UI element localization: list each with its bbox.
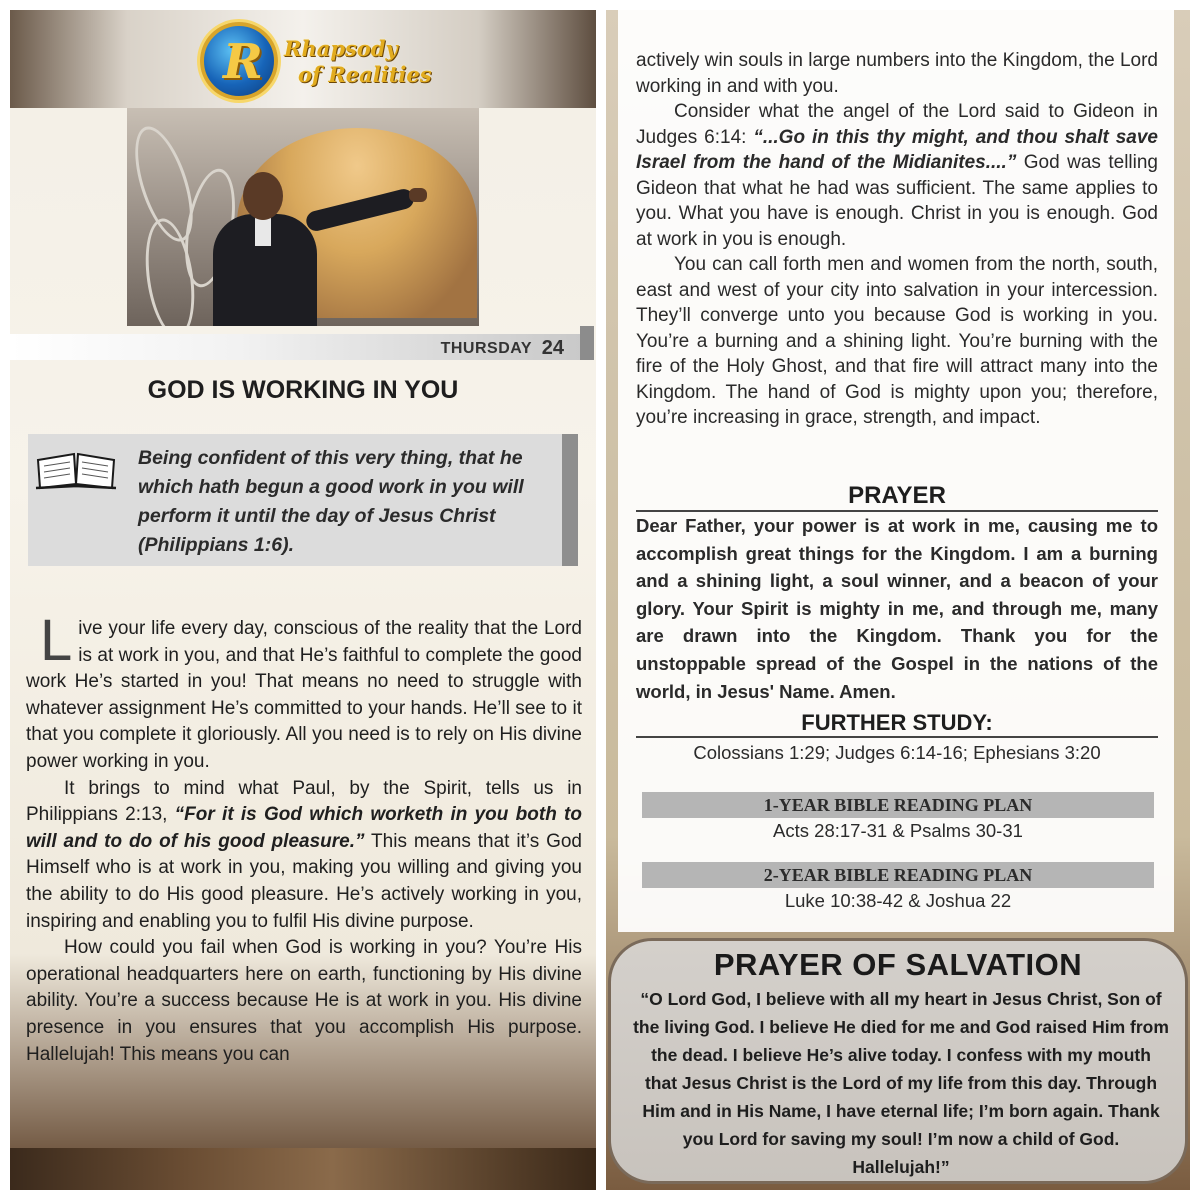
scripture-quote: “For it is God which worketh in you both to will and to do of his good pleasure.” xyxy=(26,804,582,852)
logo-line-1: Rhapsody xyxy=(284,36,398,61)
scripture-quote: “...Go in this thy might, and thou shalt save Israel from the hand of the Midianites....” xyxy=(636,126,1158,173)
logo-line-2: of Realities xyxy=(298,62,432,87)
logo-emblem-icon xyxy=(200,22,278,100)
rhapsody-logo xyxy=(198,20,432,102)
further-study-refs: Colossians 1:29; Judges 6:14-16; Ephesians 3:20 xyxy=(693,742,1101,763)
preacher-photo xyxy=(127,108,479,326)
reading-plan-2-label: 2-YEAR BIBLE READING PLAN xyxy=(642,862,1154,888)
prayer-heading: PRAYER xyxy=(848,482,946,509)
left-page xyxy=(10,10,596,1190)
reading-plan-1-text: Acts 28:17-31 & Psalms 30-31 xyxy=(773,820,1023,841)
reading-plan-2-text: Luke 10:38-42 & Joshua 22 xyxy=(784,890,1012,911)
body-text-left xyxy=(26,608,582,1068)
salvation-text: “O Lord God, I believe with all my heart in Jesus Christ, Son of the living God. I believe He died for me and God raised Him from the dead. I believe He’s alive today. I confess with my mouth that Jesus Christ is the Lord of my life from this day. Through Him and in His Name, I have eternal life; I’m born again. Thank you Lord for saving my soul! I’m now a child of God. Hallelujah!” xyxy=(633,989,1169,1177)
devotional-title: GOD IS WORKING IN YOU xyxy=(147,376,459,404)
logo-initial: R xyxy=(223,34,263,90)
prayer-text: Dear Father, your power is at work in me, causing me to accomplish great things for the Kingdom. I am a burning and a shining light, a soul winner, and a beacon of your glory. Your Spirit is mighty in me, and through me, many are drawn into the Kingdom. Thank you for the unstoppable spread of the Gospel in the nations of the world, in Jesus' Name. Amen. xyxy=(636,515,1158,702)
paragraph: actively win souls in large numbers into the Kingdom, the Lord working in and with you. xyxy=(636,50,1158,97)
date-bar-accent xyxy=(580,326,594,360)
paragraph: You can call forth men and women from the north, south, east and west of your city into salvation in your intercession. They’ll converge unto you because God is working in you. You’re a burning and a shining light. You’re burning with the fire of the Holy Ghost, and that fire will attract many into the Kingdom. The hand of God is mighty upon you; therefore, you’re increasing in grace, strength, and impact. xyxy=(636,254,1158,428)
salvation-heading: PRAYER OF SALVATION xyxy=(713,947,1083,982)
body-text-right xyxy=(636,48,1158,431)
paragraph: Live your life every day, conscious of the reality that the Lord is at work in you, and that He’s faithful to complete the good work He’s started in you! That means no need to struggle with whatever assignment He’s committed to your hands. He’ll see to it that you complete it gloriously. All you need is to rely on His divine power working in you. xyxy=(26,608,582,772)
scripture-box xyxy=(28,434,578,566)
date-number: 24 xyxy=(541,337,564,359)
further-study-heading: FURTHER STUDY: xyxy=(801,710,993,735)
salvation-prayer-box xyxy=(608,938,1188,1184)
right-page xyxy=(606,10,1190,1190)
paragraph: Consider what the angel of the Lord said to Gideon in Judges 6:14: “...Go in this thy might, and thou shalt save Israel from the hand of the Midianites....” God was telling Gideon that what he had was sufficient. The same applies to you. What you have is enough. Christ in you is enough. God at work in you is enough. xyxy=(636,101,1158,250)
footer-image-strip xyxy=(10,1148,596,1190)
paragraph: How could you fail when God is working in you? You’re His operational headquarters here on earth, functioning by His divine ability. You’re a success because He is at work in you. His divine presence in you ensures that you accomplish His purpose. Hallelujah! This means you can xyxy=(26,937,582,1065)
date-bar xyxy=(10,334,580,360)
further-study-divider xyxy=(636,736,1158,738)
scripture-verse: Being confident of this very thing, that he which hath begun a good work in you will perform it until the day of Jesus Christ (Philippians 1:6). xyxy=(138,447,524,556)
reading-plan-1-label: 1-YEAR BIBLE READING PLAN xyxy=(642,792,1154,818)
drop-cap: L xyxy=(40,608,73,673)
paragraph: It brings to mind what Paul, by the Spirit, tells us in Philippians 2:13, “For it is God which worketh in you both to will and to do of his good pleasure.” This means that it’s God Himself who is at work in you, making you willing and giving you the ability to do His good pleasure. He’s actively working in you, inspiring and enabling you to fulfil His divine purpose. xyxy=(26,777,582,932)
date-day: THURSDAY xyxy=(440,340,532,357)
open-bible-icon xyxy=(34,448,118,492)
